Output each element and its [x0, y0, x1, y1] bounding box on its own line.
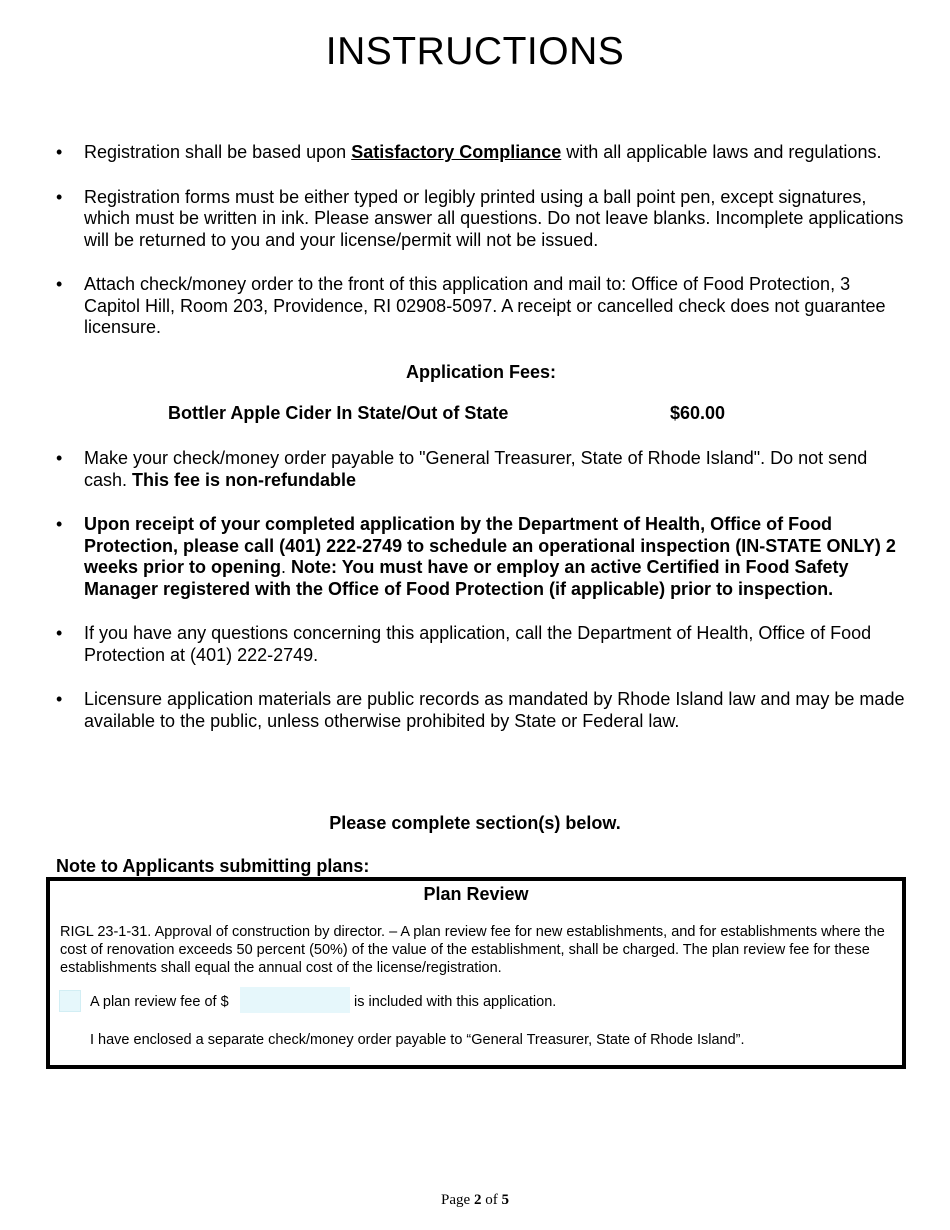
instruction-list [56, 142, 906, 755]
inspection-text: Upon receipt of your completed application by the Department of Health, Office of Food Protection, please call (401) 222-2749 to schedule an operational inspection (IN-STATE ONLY) 2 weeks prior to opening [84, 514, 896, 577]
plan-review-checkbox[interactable] [59, 990, 81, 1012]
rigl-text: RIGL 23-1-31. Approval of construction by director. – A plan review fee for new establishments, and for establishments where the cost of renovation exceeds 50 percent (50%) of the value of the establishment, shall be charged. The plan review fee for these establishments shall equal the annual cost of the license/registration. [60, 924, 885, 976]
fee-row [56, 403, 906, 425]
bullet-icon: • [56, 623, 63, 643]
plan-review-fee-line [50, 993, 902, 1015]
fee-item-name: Bottler Apple Cider In State/Out of State [168, 403, 509, 423]
bullet-icon: • [56, 514, 63, 534]
bullet-icon: • [56, 186, 63, 207]
bullet-text: If you have any questions concerning this application, call the Department of Health, Office of Food Protection at (401) 222-2749. [84, 623, 872, 665]
page-title: INSTRUCTIONS [325, 30, 625, 73]
plan-review-title: Plan Review [423, 884, 529, 904]
bullet-icon: • [56, 274, 63, 294]
list-item [56, 514, 906, 600]
complete-sections-heading: Please complete section(s) below. [329, 813, 621, 833]
bullet-text: Make your check/money order payable to "General Treasurer, State of Rhode Island". Do not send cash. [84, 448, 868, 490]
bullet-text: Registration shall be based upon [84, 142, 352, 162]
list-item [56, 187, 906, 252]
list-item [56, 142, 906, 164]
application-fees-heading: Application Fees: [405, 361, 557, 382]
page-word: Page [441, 1192, 471, 1208]
plan-review-fee-after: is included with this application. [354, 994, 557, 1010]
list-item [56, 274, 906, 339]
bullet-text: Attach check/money order to the front of this application and mail to: Office of Food Protection, 3 Capitol Hill, Room 203, Providence, RI 02908-5097. A receipt or cancelled check does not guarantee licensure. [84, 274, 886, 337]
non-refundable-note: This fee is non-refundable [132, 469, 357, 490]
fee-item-amount: $60.00 [670, 403, 726, 423]
plan-review-fee-input[interactable] [240, 987, 350, 1013]
bullet-text: Registration forms must be either typed or legibly printed using a ball point pen, except signatures, which must be written in ink. Please answer all questions. Do not leave blanks. Incomplete applications will be returned to you and your license/permit will not be issued. [84, 186, 904, 250]
list-item [56, 448, 906, 491]
plan-review-fee-label: A plan review fee of $ [90, 994, 229, 1010]
bullet-icon: • [56, 142, 63, 162]
bullet-text: Licensure application materials are public records as mandated by Rhode Island law and may be made available to the public, unless otherwise prohibited by State or Federal law. [84, 689, 905, 731]
of-word: of [485, 1192, 498, 1208]
note-heading: Note to Applicants submitting plans: [56, 856, 370, 876]
compliance-emphasis: Satisfactory Compliance [351, 142, 562, 162]
current-page: 2 [473, 1192, 482, 1208]
plan-review-box [46, 877, 906, 1069]
bullet-text: with all applicable laws and regulations. [561, 142, 882, 162]
inspection-period: . [281, 557, 287, 577]
bullet-icon: • [56, 448, 63, 468]
list-item [56, 623, 906, 666]
enclosed-check-text: I have enclosed a separate check/money order payable to “General Treasurer, State of Rhode Island”. [90, 1032, 745, 1048]
total-pages: 5 [501, 1192, 509, 1208]
bullet-icon: • [56, 689, 63, 709]
inspection-note: Note: You must have or employ an active Certified in Food Safety Manager registered with the Office of Food Protection (if applicable) prior to inspection. [84, 557, 849, 599]
list-item [56, 689, 906, 732]
page-number [0, 1192, 950, 1209]
